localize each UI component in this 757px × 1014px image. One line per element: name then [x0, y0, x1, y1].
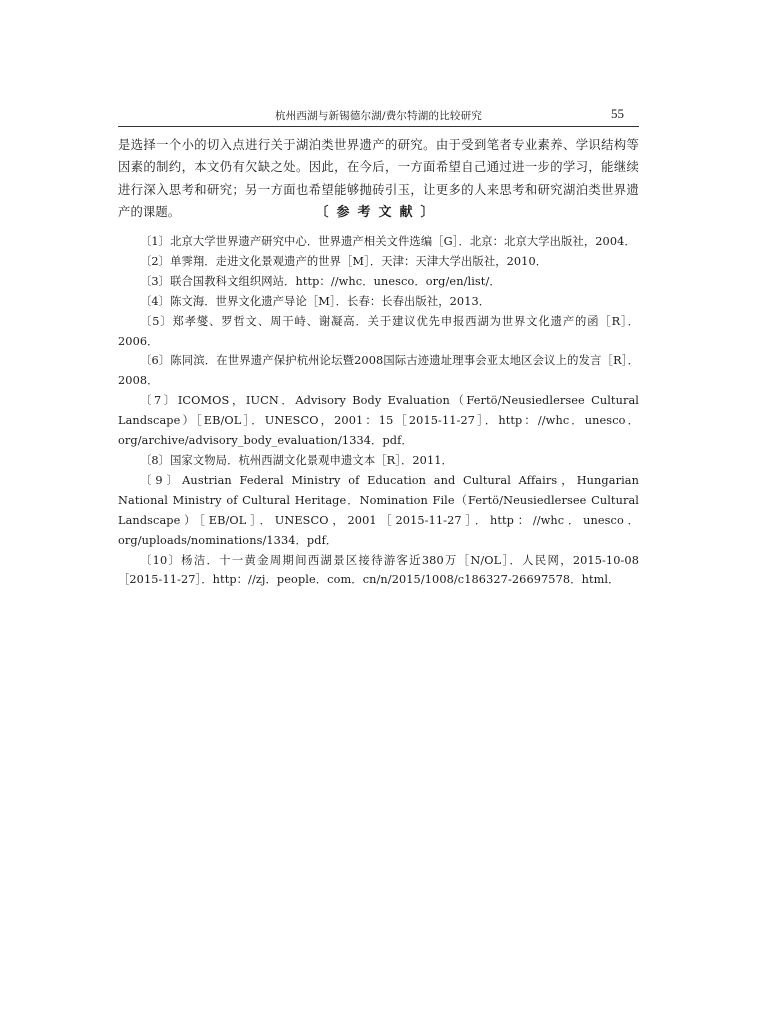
reference-item: 〔10〕杨洁．十一黄金周期间西湖景区接待游客近380万［N/OL］．人民网，2015-10-08［2015-11-27］．http：//zj．people．com．cn/n/2015/1008/c186327-26697578．html． — [118, 553, 639, 587]
reference-item: 〔1〕北京大学世界遗产研究中心．世界遗产相关文件选编［G］．北京：北京大学出版社，2004． — [140, 235, 636, 248]
reference-item: 〔7〕ICOMOS，IUCN．Advisory Body Evaluation（Fertö/Neusiedlersee Cultural Landscape）［EB/OL］．UNESCO，2001：15［2015-11-27］．http：//whc．unesco．org/archive/advisory_body_evaluation/1334．pdf． — [118, 394, 639, 448]
reference-item: 〔9〕Austrian Federal Ministry of Education and Cultural Affairs，Hungarian National Ministry of Cultural Heritage．Nomination File（Fertö/Neusiedlersee Cultural Landscape）［EB/OL］．UNESCO，2001［2015-11-27］．http：//whc．unesco．org/uploads/nominations/1334．pdf． — [118, 473, 639, 547]
reference-item: 〔5〕郑孝燮、罗哲文、周干峙、谢凝高．关于建议优先申报西湖为世界文化遗产的函［R］．2006． — [118, 314, 639, 348]
reference-item: 〔6〕陈同滨．在世界遗产保护杭州论坛暨2008国际古迹遗址理事会亚太地区会议上的发言［R］．2008． — [118, 354, 639, 388]
references-heading: 〔参考文献〕 — [315, 205, 442, 220]
reference-item: 〔8〕国家文物局．杭州西湖文化景观申遗文本［R］．2011． — [140, 453, 453, 467]
header-rule — [118, 126, 639, 127]
reference-item: 〔2〕单霁翔．走进文化景观遗产的世界［M］．天津：天津大学出版社，2010． — [140, 254, 548, 268]
reference-list — [118, 232, 639, 590]
body-paragraph: 是选择一个小的切入点进行关于湖泊类世界遗产的研究。由于受到笔者专业素养、学识结构等因素的制约，本文仍有欠缺之处。因此，在今后，一方面希望自己通过进一步的学习，能继续进行深入思考和研究；另一方面也希望能够抛砖引玉，让更多的人来思考和研究湖泊类世界遗产的课题。 — [118, 138, 639, 219]
page-number: 55 — [611, 106, 624, 121]
reference-item: 〔4〕陈文海．世界文化遗产导论［M］．长春：长春出版社，2013． — [140, 294, 491, 308]
running-header-title: 杭州西湖与新锡德尔湖/费尔特湖的比较研究 — [274, 110, 483, 122]
reference-item: 〔3〕联合国教科文组织网站．http：//whc．unesco．org/en/list/． — [140, 274, 501, 288]
